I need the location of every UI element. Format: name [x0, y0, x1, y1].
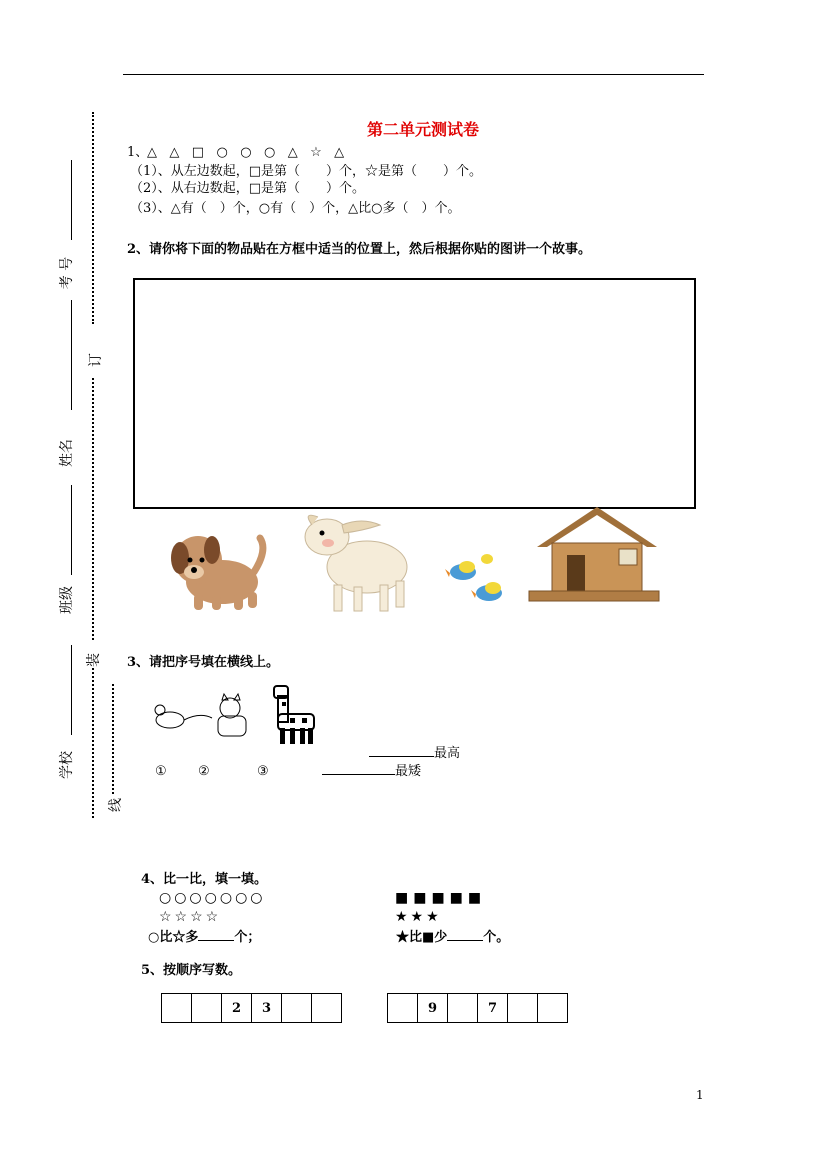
xingming-field-line: [71, 485, 72, 575]
page-title: 第二单元测试卷: [367, 120, 480, 139]
q5-cell: 3: [252, 994, 282, 1022]
binding-ding-label: 订: [88, 353, 104, 367]
q4-text: 4、比一比，填一填。: [141, 872, 268, 887]
banji-label: 班级: [59, 586, 75, 614]
q4-stars-filled: ★★★: [395, 909, 442, 925]
q3-num-3: ③: [257, 764, 269, 779]
q3-shortest-row: [322, 764, 421, 780]
q5-cell: 9: [418, 994, 448, 1022]
binding-dotted-line-2: [92, 378, 94, 640]
q5-cell[interactable]: [388, 994, 418, 1022]
banji-field-line: [71, 645, 72, 735]
q5-cell[interactable]: [162, 994, 192, 1022]
q2-text: 2、请你将下面的物品贴在方框中适当的位置上，然后根据你贴的图讲一个故事。: [127, 242, 592, 257]
q5-number-row-1: [161, 993, 342, 1023]
q5-number-row-2: [387, 993, 568, 1023]
q3-text: 3、请把序号填在横线上。: [127, 655, 280, 670]
q1-line-2: （2）、从右边数起，□是第（ ）个。: [130, 181, 366, 196]
tallest-blank[interactable]: [369, 756, 434, 757]
q5-cell[interactable]: [312, 994, 341, 1022]
birds-picture: [445, 545, 510, 610]
q5-cell[interactable]: [538, 994, 567, 1022]
puppy-picture: [160, 520, 270, 615]
q1-shapes: △ △ □ ○ ○ ○ △ ☆ △: [147, 145, 345, 160]
binding-dotted-line: [92, 112, 94, 324]
q1-prefix: 1、: [127, 145, 149, 160]
q5-cell[interactable]: [448, 994, 478, 1022]
tallest-label: 最高: [434, 746, 461, 761]
goat-picture: [292, 505, 417, 615]
binding-dotted-line-3: [92, 668, 94, 818]
q4-left-blank[interactable]: [198, 940, 234, 941]
binding-zhuang-label: 装: [86, 653, 102, 667]
q5-cell: 7: [478, 994, 508, 1022]
binding-xian-label: 线: [108, 798, 124, 812]
q4-left-label: ○比☆多: [148, 930, 199, 945]
q3-num-2: ②: [198, 764, 210, 779]
q4-right-blank[interactable]: [447, 940, 483, 941]
page-number: 1: [696, 1088, 704, 1102]
q4-right-compare: [396, 930, 509, 946]
xuexiao-label: 学校: [59, 751, 75, 779]
q4-left-compare: [148, 930, 260, 946]
q5-cell: 2: [222, 994, 252, 1022]
q4-right-unit: 个。: [483, 930, 510, 945]
q4-squares: ■■■■■: [395, 890, 487, 906]
q5-cell[interactable]: [508, 994, 538, 1022]
q3-num-1: ①: [155, 764, 167, 779]
q5-cell[interactable]: [282, 994, 312, 1022]
giraffe-picture: [270, 682, 322, 747]
xingming-label: 姓名: [59, 439, 75, 467]
q4-left-unit: 个；: [234, 930, 261, 945]
shortest-label: 最矮: [395, 764, 422, 779]
sticker-box[interactable]: [133, 278, 696, 509]
binding-dotted-line-4: [112, 684, 114, 794]
kaohao-label: 考 号: [59, 256, 76, 290]
q1-line-1: （1）、从左边数起，□是第（ ）个，☆是第（ ）个。: [130, 164, 483, 179]
q4-stars-outline: ☆☆☆☆: [159, 909, 222, 925]
top-rule: [123, 74, 704, 75]
q4-circles: ○○○○○○○: [159, 890, 266, 906]
q5-cell[interactable]: [192, 994, 222, 1022]
q3-tallest-row: [369, 746, 460, 762]
shortest-blank[interactable]: [322, 774, 395, 775]
q1-line-3: （3）、△有（ ）个，○有（ ）个，△比○多（ ）个。: [130, 201, 461, 216]
mouse-cat-picture: [150, 692, 260, 742]
kaohao-line: [71, 160, 72, 240]
q5-text: 5、按顺序写数。: [141, 963, 242, 978]
doghouse-picture: [527, 505, 662, 605]
kaohao-field-line: [71, 300, 72, 410]
q4-right-label: ★比■少: [396, 930, 448, 945]
